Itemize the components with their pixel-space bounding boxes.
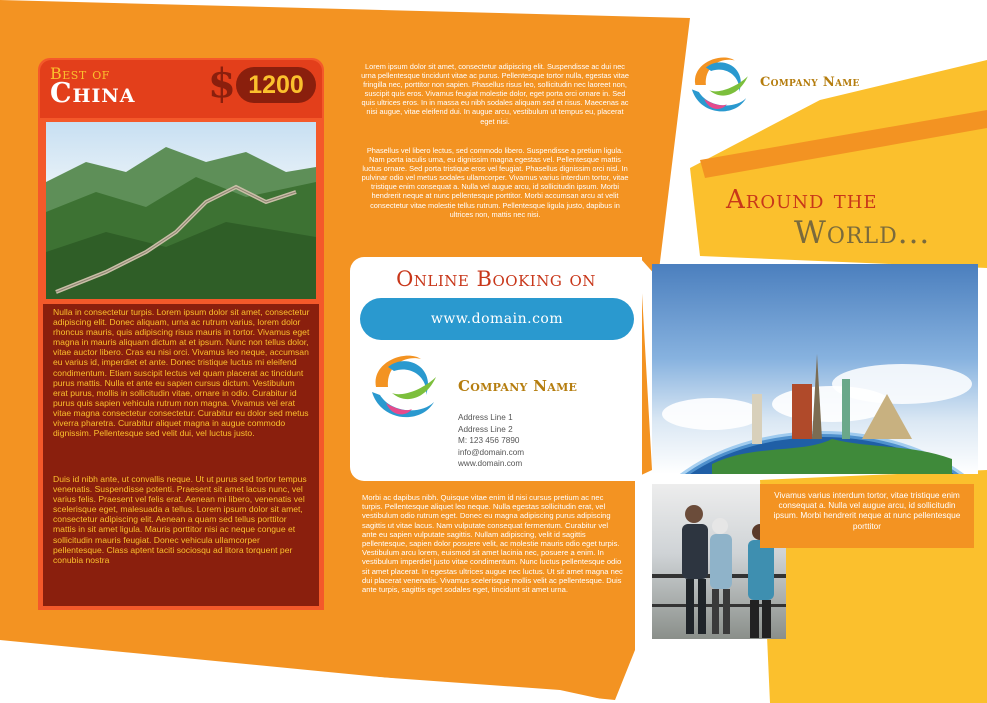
caption-text: Vivamus varius interdum tortor, vitae tristique enim consequat a. Nulla vel augue arcu, id sollicitudin ipsum. Morbi hendrerit neque at nunc pellentesque porttitor <box>773 490 961 531</box>
china-card-header <box>40 60 322 118</box>
address-line-1: Address Line 1 <box>458 413 513 422</box>
price-value: 1200 <box>248 71 304 99</box>
middle-paragraph-1: Lorem ipsum dolor sit amet, consectetur adipiscing elit. Suspendisse ac dui nec urna pellentesque tincidunt vitae ac purus. Pellentesque tortor nulla, egestas vitae fringilla nec, porttitor non sapien. Phasellus risus leo, sollicitudin nec laoreet non, suscipit quis eros. Vivamus feugiat molestie dolor, eget porta orci ornare in. Sed quis ultrices eros. In in massa eu nibh sodales aliquam sed et risus. Maecenas ac nisi augue, vitae eleifend dui. In augue arcu, vestibulum ut tempus eu, placerat eget nisi. <box>361 62 629 126</box>
company-logo-icon <box>366 347 440 427</box>
address-block <box>458 412 638 470</box>
top-company-name: Company Name <box>760 75 860 90</box>
middle-company-name: Company Name <box>458 377 578 395</box>
around-the-heading: Around the <box>726 185 878 215</box>
world-heading: World... <box>794 215 931 251</box>
email[interactable]: info@domain.com <box>458 447 525 457</box>
price-badge <box>236 67 316 103</box>
booking-title: Online Booking on <box>396 267 596 291</box>
dollar-sign: $ <box>208 60 236 107</box>
world-landmarks-photo <box>652 264 978 474</box>
great-wall-photo <box>46 122 316 299</box>
middle-paragraph-3: Morbi ac dapibus nibh. Quisque vitae enim id nisi cursus pretium ac nec turpis. Pellentesque aliquet leo neque. Nulla egestas sollicitudin erat, vel vestibulum odio rutrum eget. Donec eu magna adipiscing purus adipiscing sagittis ut vitae lacus. Nam vulputate consequat fermentum. Curabitur vel ante eu sapien vulputate sagittis. Nullam adipiscing, velit id sagittis pellentesque, sapien dolor posuere velit, ac molestie mauris odio eget turpis. Vestibulum arcu lorem, euismod sit amet lacinia nec, posuere a enim. In vestibulum imperdiet justo vitae condimentum. Nunc luctus pellentesque odio sit amet placerat. In egestas ultrices augue nec luctus. Ut sit amet magna nec dui placerat venenatis. Vivamus scelerisque mollis velit ac pellentesque. Duis ante turpis, sagittis eget sodales eget, tincidunt sit amet urna. <box>362 493 623 595</box>
booking-url[interactable]: www.domain.com <box>430 311 564 327</box>
china-card <box>38 58 324 610</box>
caption-box <box>760 484 974 548</box>
address-line-2: Address Line 2 <box>458 424 513 434</box>
middle-paragraph-2: Phasellus vel libero lectus, sed commodo libero. Suspendisse a pretium ligula. Nam porta iaculis urna, eu dignissim magna egestas vel. Pellentesque mattis luctus ornare. Sed porta tristique eros vel feugiat. Phasellus dignissim orci nisl. In pulvinar odio vel metus sodales ullamcorper. Vivamus varius interdum tortor, vitae tristique enim consequat a. Nulla vel augue arcu, id sollicitudin ipsum. Morbi hendrerit neque at nunc pellentesque porttitor. Morbi accumsan arcu at velit consectetur vitae molestie tellus rutrum. Pellentesque ligula justo, dapibus in ultrices non, mattis nec nisi. <box>361 146 629 219</box>
top-company-logo-icon <box>684 50 754 120</box>
booking-url-button[interactable] <box>360 298 634 340</box>
china-title: China <box>50 78 136 109</box>
best-of-label: Best of <box>50 64 110 83</box>
china-paragraph-2: Duis id nibh ante, ut convallis neque. Ut ut purus sed tortor tempus venenatis. Suspendisse potenti. Praesent sit amet lacus nunc, vel varius felis. Praesent vel felis erat. Aenean mi libero, venenatis vel scelerisque eget, malesuada a tellus. Lorem ipsum dolor sit amet, consectetur adipiscing elit. Aenean a quam sed tellus porttitor mattis in sit amet ligula. Mauris porttitor nisi ac neque congue et sollicitudin mauris feugiat. Donec vehicula ullamcorper pellentesque. Class aptent taciti sociosqu ad litora torquent per conubia nostra <box>53 474 307 565</box>
china-card-body <box>43 304 319 606</box>
booking-card <box>350 257 642 481</box>
china-paragraph-1: Nulla in consectetur turpis. Lorem ipsum dolor sit amet, consectetur adipiscing elit. Donec aliquam, urna ac rutrum varius, lorem dolor rhoncus mauris, quis adipiscing risus mauris in tortor. Vivamus eget magna in mauris aliquam dictum at et ipsum. Nunc non tellus dolor, vitae auctor libero. Cras eu nisi orci. Vivamus leo neque, accumsan eu varius id, imperdiet et ante. Donec tristique luctus mi eleifend condimentum. Etiam suscipit lectus vel quam placerat ac tincidunt purus mattis. Nulla et ante eu sapien cursus dictum. Vestibulum erat purus, mollis in sollicitudin vitae, ornare in odio. Curabitur id purus quis sapien vehicula rutrum non magna. Vivamus vel erat vitae magna consectetur consectetur. Curabitur eu dolor sed metus viverra pharetra. Curabitur aliquet magna in augue commodo dignissim. Pellentesque sed velit dui, vel luctus justo. <box>53 307 310 439</box>
phone: M: 123 456 7890 <box>458 436 520 446</box>
website[interactable]: www.domain.com <box>458 459 523 469</box>
